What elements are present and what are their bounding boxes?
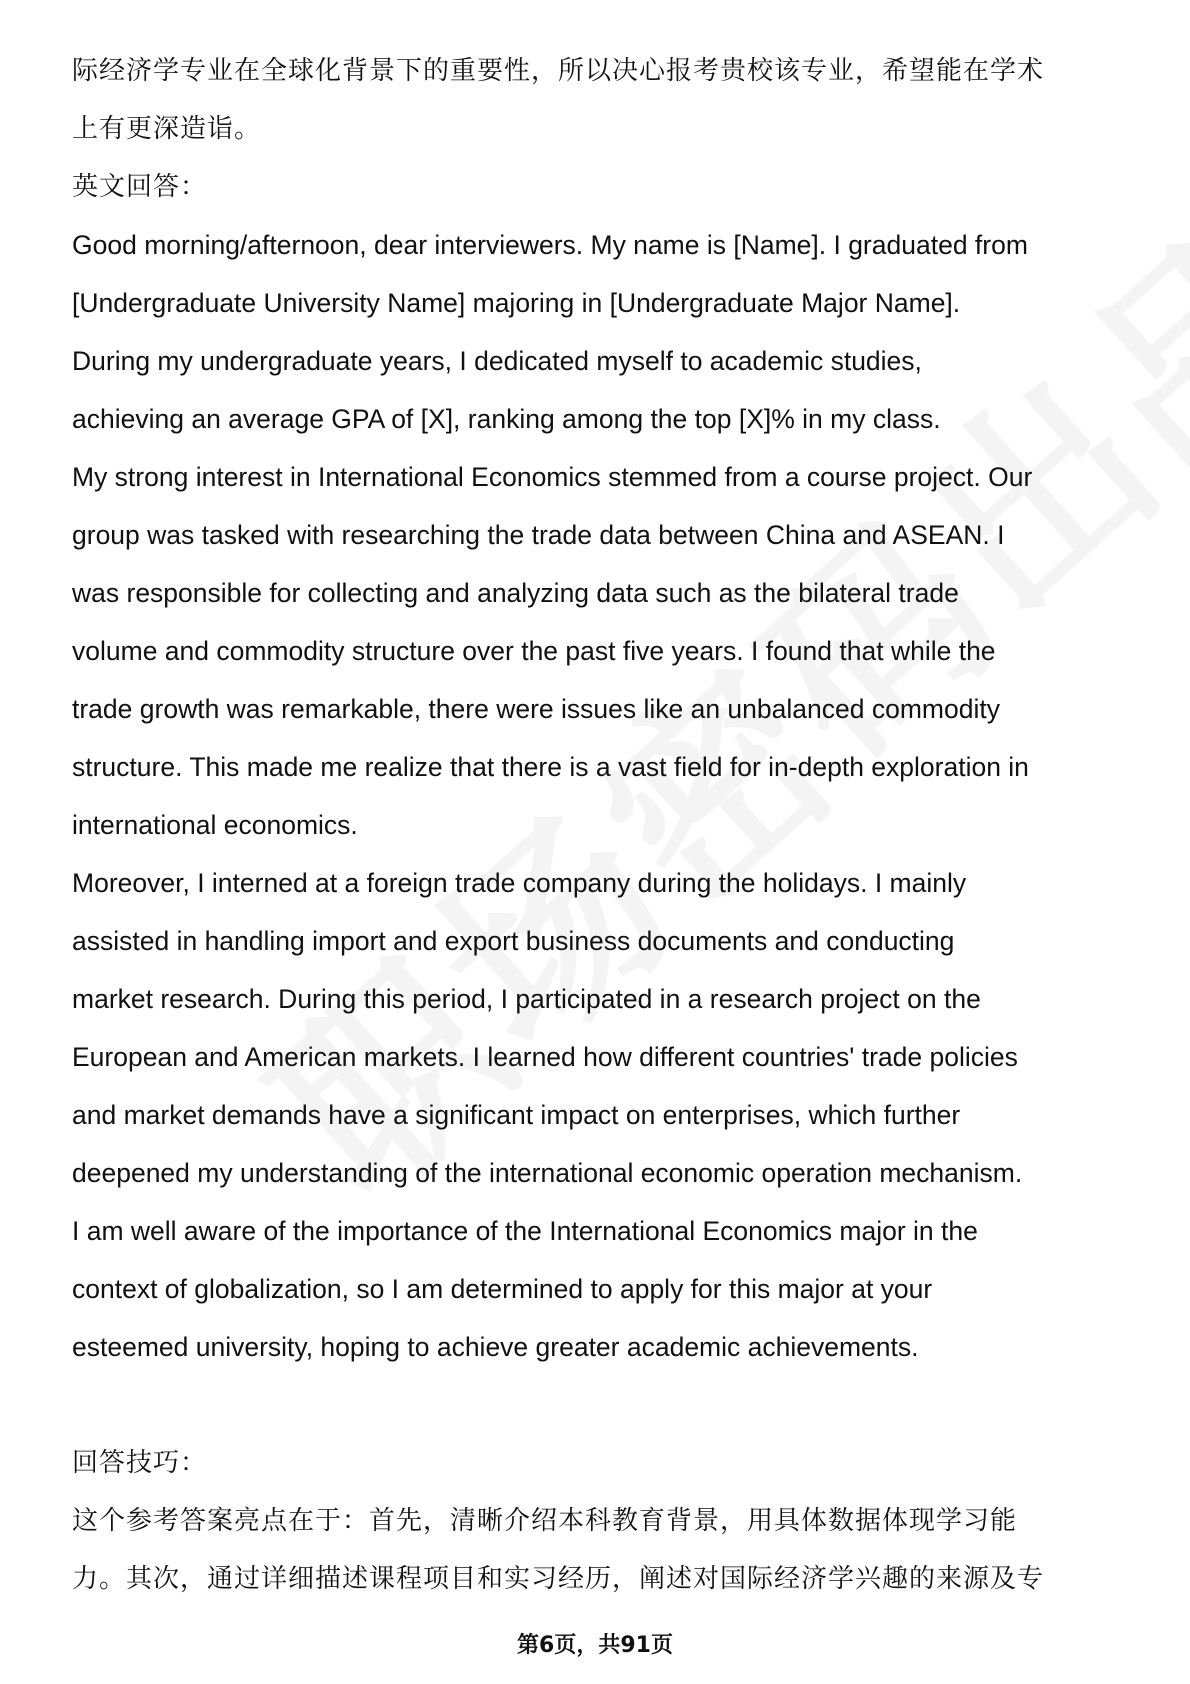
- english-line: was responsible for collecting and analyzing data such as the bilateral trade: [72, 578, 959, 608]
- english-line: [Undergraduate University Name] majoring in [Undergraduate Major Name].: [72, 288, 961, 318]
- page-number-footer: 第6页，共91页: [517, 1633, 673, 1658]
- english-line: market research. During this period, I participated in a research project on the: [72, 984, 981, 1014]
- english-line: international economics.: [72, 810, 358, 840]
- english-line: My strong interest in International Economics stemmed from a course project. Our: [72, 462, 1033, 492]
- english-line: During my undergraduate years, I dedicated myself to academic studies,: [72, 346, 922, 376]
- english-line: group was tasked with researching the trade data between China and ASEAN. I: [72, 520, 1005, 550]
- tips-line: 力。其次，通过详细描述课程项目和实习经历，阐述对国际经济学兴趣的来源及专: [72, 1564, 1045, 1594]
- paragraph-spacer: [72, 1376, 1132, 1434]
- english-line: and market demands have a significant impact on enterprises, which further: [72, 1100, 961, 1130]
- english-line: European and American markets. I learned how different countries' trade policies: [72, 1042, 1018, 1072]
- english-line: I am well aware of the importance of the International Economics major in the: [72, 1216, 978, 1246]
- english-line: Moreover, I interned at a foreign trade company during the holidays. I mainly: [72, 868, 967, 898]
- english-line: deepened my understanding of the international economic operation mechanism.: [72, 1158, 1023, 1188]
- english-line: assisted in handling import and export business documents and conducting: [72, 926, 955, 956]
- english-line: volume and commodity structure over the past five years. I found that while the: [72, 636, 996, 666]
- english-line: Good morning/afternoon, dear interviewers. My name is [Name]. I graduated from: [72, 230, 1028, 260]
- intro-line: 际经济学专业在全球化背景下的重要性，所以决心报考贵校该专业，希望能在学术: [72, 56, 1045, 86]
- english-line: structure. This made me realize that there is a vast field for in-depth exploration in: [72, 752, 1029, 782]
- tips-line: 这个参考答案亮点在于：首先，清晰介绍本科教育背景，用具体数据体现学习能: [72, 1506, 1018, 1536]
- english-line: esteemed university, hoping to achieve greater academic achievements.: [72, 1332, 919, 1362]
- intro-line: 上有更深造诣。: [72, 114, 262, 144]
- english-answer-heading: 英文回答：: [72, 172, 208, 202]
- english-line: achieving an average GPA of [X], ranking among the top [X]% in my class.: [72, 404, 941, 434]
- english-line: trade growth was remarkable, there were issues like an unbalanced commodity: [72, 694, 1000, 724]
- document-body: [72, 42, 1132, 1608]
- answer-tips-heading: 回答技巧：: [72, 1448, 208, 1478]
- english-line: context of globalization, so I am determined to apply for this major at your: [72, 1274, 933, 1304]
